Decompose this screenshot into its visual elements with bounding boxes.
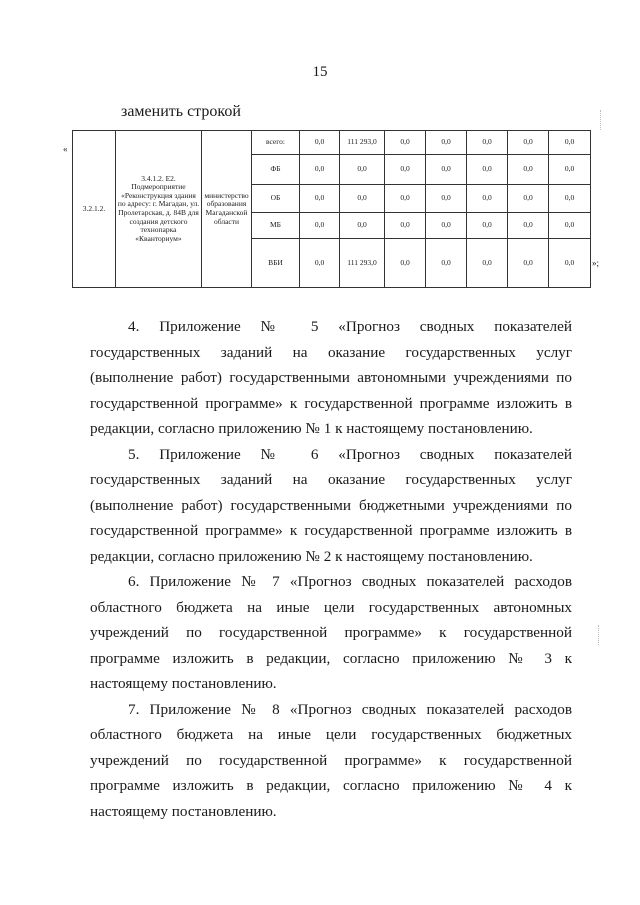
- document-body: [90, 314, 572, 824]
- table-value-cell: 0,0: [467, 239, 508, 288]
- table-value-cell: 0,0: [549, 239, 591, 288]
- table-value-cell: 0,0: [508, 131, 549, 155]
- table-source-cell: всего:: [252, 131, 300, 155]
- table-value-cell: 0,0: [340, 155, 385, 185]
- table-value-cell: 111 293,0: [340, 239, 385, 288]
- paragraph-6: 6. Приложение № 7 «Прогноз сводных показателей расходов областного бюджета на иные цели государственных автономных учреждений по государственной программе» к государственной программе изложить в редакции, согласно приложению № 3 к настоящему постановлению.: [90, 573, 572, 692]
- table-value-cell: 0,0: [549, 213, 591, 239]
- margin-mark: [598, 625, 599, 645]
- table-value-cell: 0,0: [467, 185, 508, 213]
- table-event-cell: 3.4.1.2. Е2. Подмероприятие «Реконструкция здания по адресу: г. Магадан, ул. Пролетарская, д. 84В для создания детского технопарка «Кванториум»: [116, 131, 202, 288]
- table-source-cell: МБ: [252, 213, 300, 239]
- replace-with-line-text: заменить строкой: [121, 103, 241, 120]
- page-number: 15: [312, 64, 328, 80]
- table-value-cell: 0,0: [340, 213, 385, 239]
- table-value-cell: 0,0: [426, 239, 467, 288]
- table-row: [73, 131, 591, 155]
- table-source-cell: ФБ: [252, 155, 300, 185]
- table-value-cell: 0,0: [340, 185, 385, 213]
- table-value-cell: 0,0: [426, 155, 467, 185]
- table-value-cell: 0,0: [385, 213, 426, 239]
- closing-quote: »;: [592, 258, 600, 268]
- paragraph-7: 7. Приложение № 8 «Прогноз сводных показателей расходов областного бюджета на иные цели государственных бюджетных учреждений по государственной программе» к государственной программе изложить в редакции, согласно приложению № 4 к настоящему постановлению.: [90, 700, 572, 820]
- table-value-cell: 0,0: [508, 239, 549, 288]
- table-value-cell: 0,0: [385, 131, 426, 155]
- table-value-cell: 0,0: [426, 213, 467, 239]
- paragraph-4: 4. Приложение № 5 «Прогноз сводных показателей государственных заданий на оказание государственных услуг (выполнение работ) государственными автономными учреждениями по государственной программе» к государственной программе изложить в редакции, согласно приложению № 1 к настоящему постановлению.: [90, 318, 572, 437]
- table-value-cell: 0,0: [426, 185, 467, 213]
- table-value-cell: 0,0: [300, 239, 340, 288]
- table-value-cell: 0,0: [508, 155, 549, 185]
- table-value-cell: 0,0: [549, 185, 591, 213]
- table-value-cell: 0,0: [508, 185, 549, 213]
- table-value-cell: 0,0: [385, 155, 426, 185]
- table-source-cell: ОБ: [252, 185, 300, 213]
- margin-mark: [600, 110, 601, 130]
- table-value-cell: 0,0: [385, 239, 426, 288]
- table-value-cell: 0,0: [549, 155, 591, 185]
- table-value-cell: 0,0: [300, 185, 340, 213]
- table-value-cell: 0,0: [549, 131, 591, 155]
- table-value-cell: 111 293,0: [340, 131, 385, 155]
- table-value-cell: 0,0: [467, 155, 508, 185]
- budget-table: [72, 130, 591, 288]
- table-value-cell: 0,0: [467, 131, 508, 155]
- paragraph-5: 5. Приложение № 6 «Прогноз сводных показателей государственных заданий на оказание государственных услуг (выполнение работ) государственными бюджетными учреждениями по государственной программе» к государственной программе изложить в редакции, согласно приложению № 2 к настоящему постановлению.: [90, 445, 572, 565]
- table-executor-cell: министерство образования Магаданской области: [202, 131, 252, 288]
- table-value-cell: 0,0: [300, 213, 340, 239]
- table-value-cell: 0,0: [385, 185, 426, 213]
- table-value-cell: 0,0: [300, 131, 340, 155]
- opening-quote: «: [63, 144, 68, 154]
- table-value-cell: 0,0: [300, 155, 340, 185]
- table-value-cell: 0,0: [426, 131, 467, 155]
- table-source-cell: ВБИ: [252, 239, 300, 288]
- table-value-cell: 0,0: [508, 213, 549, 239]
- table-code-cell: 3.2.1.2.: [73, 131, 116, 288]
- table-value-cell: 0,0: [467, 213, 508, 239]
